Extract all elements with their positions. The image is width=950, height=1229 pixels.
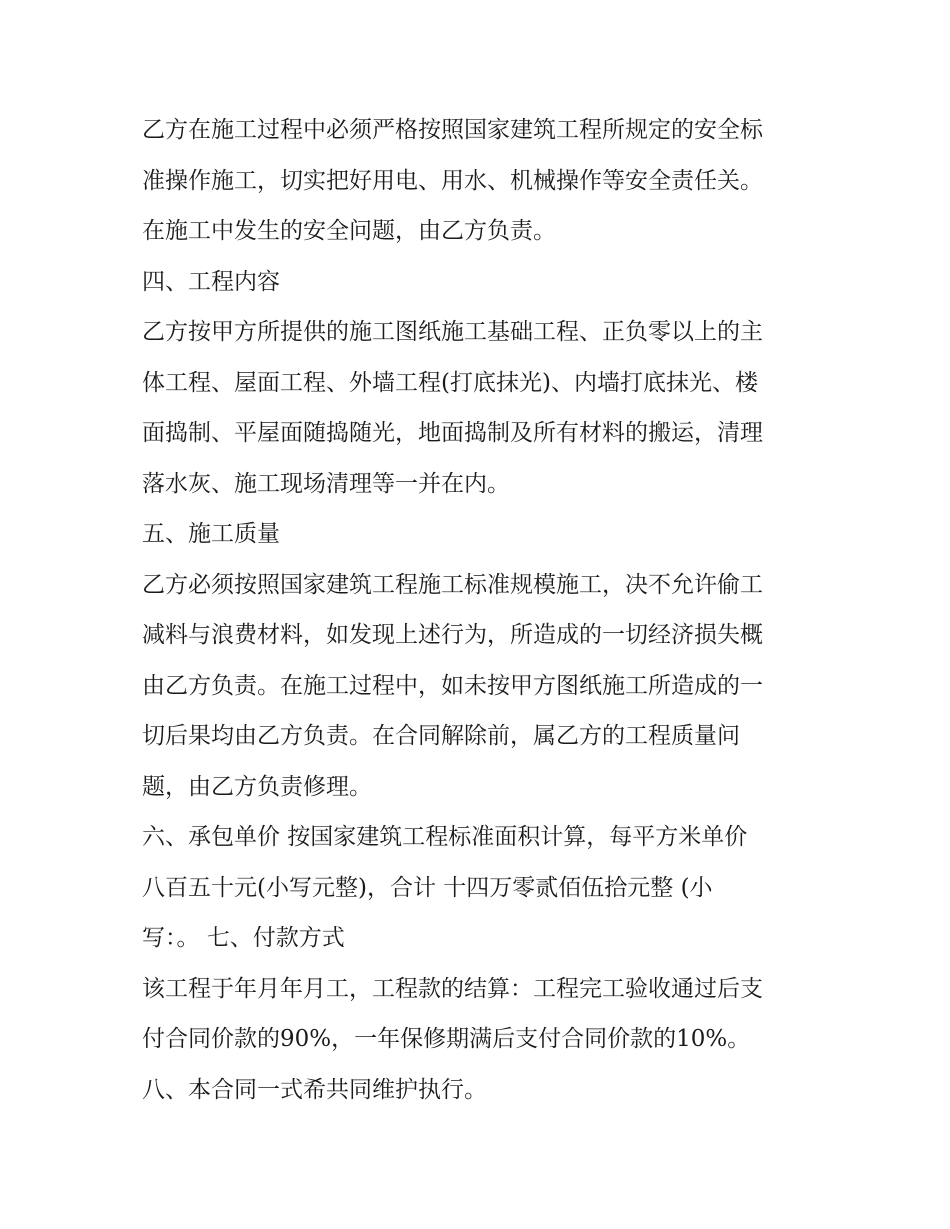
- document-body: [142, 105, 822, 1115]
- text-line: 八百五十元(小写元整)，合计 十四万零贰佰伍拾元整 (小: [142, 874, 713, 901]
- text-line: 八、本合同一式希共同维护执行。: [142, 1076, 487, 1103]
- text-line: 乙方在施工过程中必须严格按照国家建筑工程所规定的安全标: [142, 117, 763, 143]
- text-line: 写：。 七、付款方式: [142, 925, 345, 951]
- text-line: 体工程、屋面工程、外墙工程(打底抹光)、内墙打底抹光、楼: [142, 369, 758, 396]
- text-line: 切后果均由乙方负责。在合同解除前，属乙方的工程质量问: [142, 723, 740, 749]
- text-line: 面捣制、平屋面随捣随光，地面捣制及所有材料的搬运，清理: [142, 420, 763, 446]
- section-heading: 四、工程内容: [142, 268, 280, 295]
- text-line: 减料与浪费材料，如发现上述行为，所造成的一切经济损失概: [142, 622, 763, 648]
- text-line: 由乙方负责。在施工过程中，如未按甲方图纸施工所造成的一: [142, 672, 763, 699]
- text-line: 该工程于年月年月工，工程款的结算：工程完工验收通过后支: [142, 975, 763, 1002]
- text-line: 付合同价款的90%，一年保修期满后支付合同价款的10%。: [142, 1026, 751, 1052]
- text-line: 乙方必须按照国家建筑工程施工标准规模施工，决不允许偷工: [142, 571, 763, 598]
- text-line: 准操作施工，切实把好用电、用水、机械操作等安全责任关。: [142, 167, 763, 194]
- text-line: 题，由乙方负责修理。: [142, 773, 372, 800]
- section-heading: 五、施工质量: [142, 521, 280, 547]
- text-line: 六、承包单价 按国家建筑工程标准面积计算，每平方米单价: [142, 824, 748, 850]
- text-line: 乙方按甲方所提供的施工图纸施工基础工程、正负零以上的主: [142, 319, 763, 345]
- text-line: 落水灰、施工现场清理等一并在内。: [142, 470, 510, 497]
- text-line: 在施工中发生的安全问题，由乙方负责。: [142, 218, 556, 244]
